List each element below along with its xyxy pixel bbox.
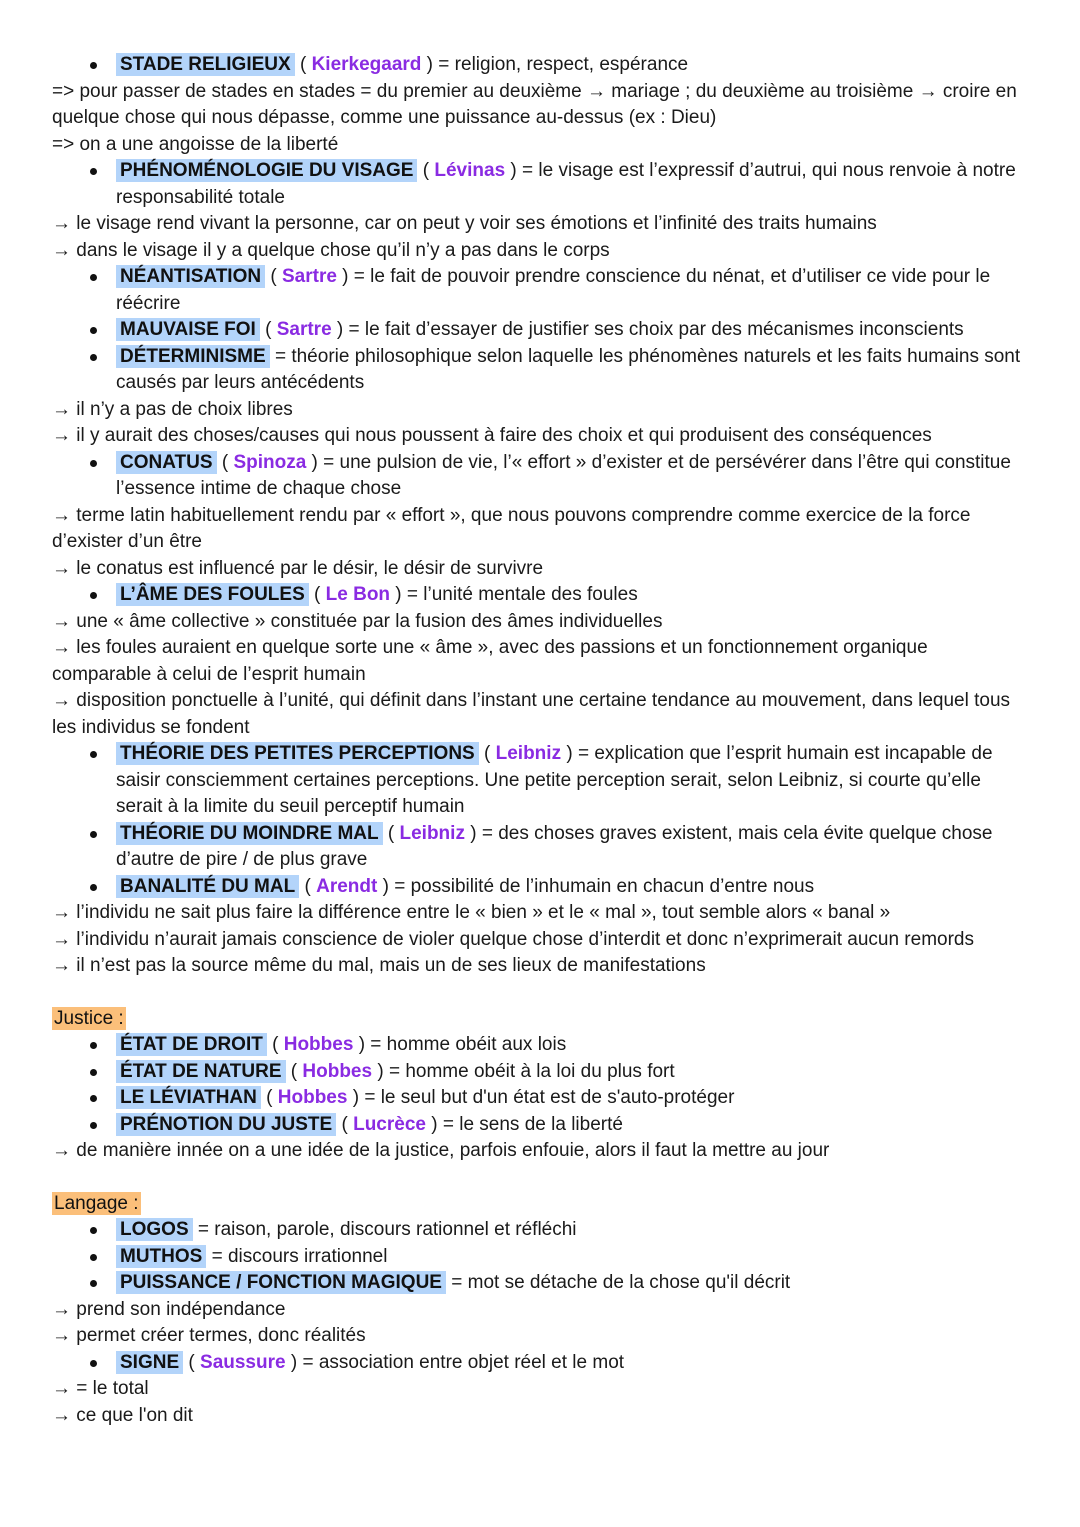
author-name: Sartre bbox=[276, 319, 332, 340]
note-line: → prend son indépendance bbox=[52, 1298, 286, 1320]
definition-item: LE LÉVIATHAN ( Hobbes ) = le seul but d'un état est de s'auto-protéger bbox=[52, 1085, 1032, 1112]
author-name: Sartre bbox=[281, 266, 337, 287]
definition-text: = une pulsion de vie, l’« effort » d’exister et de persévérer dans l’être qui constitue l’essence intime de chaque chose bbox=[116, 451, 1011, 499]
term-label: MAUVAISE FOI bbox=[116, 318, 260, 341]
definition-text: = homme obéit à la loi du plus fort bbox=[383, 1060, 675, 1082]
author-name: Leibniz bbox=[495, 743, 562, 764]
definition-text: = homme obéit aux lois bbox=[365, 1034, 567, 1055]
section-gap bbox=[52, 1165, 1032, 1191]
section-heading bbox=[52, 1191, 1032, 1218]
definition-item: ÉTAT DE DROIT ( Hobbes ) = homme obéit aux lois bbox=[52, 1032, 1032, 1059]
note-line: → l’individu n’aurait jamais conscience de violer quelque chose d’interdit et donc n’exprimerait aucun remords bbox=[52, 928, 974, 950]
note-line: → ce que l'on dit bbox=[52, 1404, 193, 1426]
note-line: → permet créer termes, donc réalités bbox=[52, 1325, 366, 1346]
author-name: Hobbes bbox=[302, 1060, 373, 1082]
definition-text: = le sens de la liberté bbox=[437, 1113, 623, 1135]
section-title: Justice : bbox=[54, 1007, 124, 1029]
note-line: → les foules auraient en quelque sorte une « âme », avec des passions et un fonctionnement organique comparable à celui de l’esprit humain bbox=[52, 637, 928, 685]
definition-item: L’ÂME DES FOULES ( Le Bon ) = l’unité mentale des foules bbox=[52, 582, 1032, 609]
note-line: → terme latin habituellement rendu par « effort », que nous pouvons comprendre comme exercice de la force d’exister d’un être bbox=[52, 504, 971, 552]
definition-text: = mot se détache de la chose qu'il décrit bbox=[445, 1272, 791, 1293]
definition-item: STADE RELIGIEUX ( Kierkegaard ) = religion, respect, espérance bbox=[52, 52, 1032, 79]
definition-text: = le seul but d'un état est de s'auto-protéger bbox=[359, 1087, 735, 1108]
author-name: Saussure bbox=[200, 1351, 286, 1373]
definition-item bbox=[52, 344, 1032, 397]
definition-item: CONATUS ( Spinoza ) = une pulsion de vie, l’« effort » d’exister et de persévérer dans l’être qui constitue l’essence intime de chaque chose bbox=[52, 450, 1032, 503]
note-line: → le visage rend vivant la personne, car on peut y voir ses émotions et l’infinité des traits humains bbox=[52, 213, 877, 234]
term-label: MUTHOS bbox=[116, 1245, 206, 1268]
term-label: PUISSANCE / FONCTION MAGIQUE bbox=[116, 1271, 446, 1294]
note-line: => on a une angoisse de la liberté bbox=[52, 133, 339, 155]
definition-text: = discours irrationnel bbox=[206, 1245, 388, 1267]
author-name: Arendt bbox=[316, 875, 378, 897]
author-name: Hobbes bbox=[277, 1087, 348, 1108]
term-label: BANALITÉ DU MAL bbox=[116, 875, 299, 898]
definition-text: = association entre objet réel et le mot bbox=[297, 1351, 625, 1373]
definition-item: PHÉNOMÉNOLOGIE DU VISAGE ( Lévinas ) = le visage est l’expressif d’autrui, qui nous renvoie à notre responsabilité totale bbox=[52, 158, 1032, 211]
term-label: CONATUS bbox=[116, 451, 217, 474]
author-name: Spinoza bbox=[233, 451, 307, 473]
term-label: ÉTAT DE NATURE bbox=[116, 1060, 286, 1083]
author-name: Lucrèce bbox=[353, 1113, 426, 1135]
definition-item: PRÉNOTION DU JUSTE ( Lucrèce ) = le sens de la liberté bbox=[52, 1112, 1032, 1139]
definition-text: = possibilité de l’inhumain en chacun d’entre nous bbox=[388, 875, 815, 897]
definition-text: = le visage est l’expressif d’autrui, qui nous renvoie à notre responsabilité totale bbox=[116, 160, 1016, 208]
definition-text: = explication que l’esprit humain est incapable de saisir consciemment certaines perceptions. Une petite perception serait, selon Leibniz, si courte qu’elle serait à la limite du seuil perceptif humain bbox=[116, 743, 993, 817]
term-label: LOGOS bbox=[116, 1218, 193, 1241]
note-line: → il n’est pas la source même du mal, mais un de ses lieux de manifestations bbox=[52, 955, 706, 976]
note-line: → de manière innée on a une idée de la justice, parfois enfouie, alors il faut la mettre au jour bbox=[52, 1140, 830, 1161]
note-line: → il n’y a pas de choix libres bbox=[52, 398, 293, 420]
author-name: Kierkegaard bbox=[311, 54, 422, 75]
term-label: NÉANTISATION bbox=[116, 265, 265, 288]
note-line: => pour passer de stades en stades = du premier au deuxième → mariage ; du deuxième au troisième → croire en quelque chose qui nous dépasse, comme une puissance au-dessus (ex : Dieu) bbox=[52, 80, 1017, 128]
section-gap bbox=[52, 980, 1032, 1006]
term-label: DÉTERMINISME bbox=[116, 345, 270, 368]
definition-item: ÉTAT DE NATURE ( Hobbes ) = homme obéit à la loi du plus fort bbox=[52, 1059, 1032, 1086]
definition-text: = le fait d’essayer de justifier ses choix par des mécanismes inconscients bbox=[343, 319, 964, 340]
definition-text: = l’unité mentale des foules bbox=[401, 584, 638, 605]
term-label: PRÉNOTION DU JUSTE bbox=[116, 1113, 336, 1136]
definition-item: SIGNE ( Saussure ) = association entre objet réel et le mot bbox=[52, 1350, 1032, 1377]
term-label: L’ÂME DES FOULES bbox=[116, 583, 309, 606]
term-label: SIGNE bbox=[116, 1351, 183, 1374]
definition-text: = religion, respect, espérance bbox=[433, 54, 689, 75]
definition-item: MAUVAISE FOI ( Sartre ) = le fait d’essayer de justifier ses choix par des mécanismes inconscients bbox=[52, 317, 1032, 344]
definition-text: = le fait de pouvoir prendre conscience du nénat, et d’utiliser ce vide pour le réécrire bbox=[116, 266, 991, 314]
section-title: Langage : bbox=[54, 1192, 139, 1214]
definition-item: THÉORIE DES PETITES PERCEPTIONS ( Leibniz ) = explication que l’esprit humain est incapable de saisir consciemment certaines perceptions. Une petite perception serait, selon Leibniz, si courte qu’elle serait à la limite du seuil perceptif humain bbox=[52, 741, 1032, 821]
definition-text: = théorie philosophique selon laquelle les phénomènes naturels et les faits humains sont causés par leurs antécédents bbox=[116, 345, 1021, 393]
note-line: → une « âme collective » constituée par la fusion des âmes individuelles bbox=[52, 610, 663, 632]
note-line: → le conatus est influencé par le désir, le désir de survivre bbox=[52, 557, 544, 579]
definition-item bbox=[52, 1270, 1032, 1297]
definition-item: BANALITÉ DU MAL ( Arendt ) = possibilité de l’inhumain en chacun d’entre nous bbox=[52, 874, 1032, 901]
section-heading bbox=[52, 1006, 1032, 1033]
term-label: LE LÉVIATHAN bbox=[116, 1086, 261, 1109]
term-label: ÉTAT DE DROIT bbox=[116, 1033, 267, 1056]
term-label: STADE RELIGIEUX bbox=[116, 53, 295, 76]
note-line: → dans le visage il y a quelque chose qu’il n’y a pas dans le corps bbox=[52, 239, 610, 261]
note-line: → l’individu ne sait plus faire la différence entre le « bien » et le « mal », tout semble alors « banal » bbox=[52, 902, 891, 923]
definition-item: THÉORIE DU MOINDRE MAL ( Leibniz ) = des choses graves existent, mais cela évite quelque chose d’autre de pire / de plus grave bbox=[52, 821, 1032, 874]
definition-item: NÉANTISATION ( Sartre ) = le fait de pouvoir prendre conscience du nénat, et d’utiliser ce vide pour le réécrire bbox=[52, 264, 1032, 317]
note-line: → il y aurait des choses/causes qui nous poussent à faire des choix et qui produisent des conséquences bbox=[52, 425, 932, 446]
term-label: PHÉNOMÉNOLOGIE DU VISAGE bbox=[116, 159, 417, 182]
author-name: Hobbes bbox=[283, 1034, 354, 1055]
definition-item bbox=[52, 1217, 1032, 1244]
author-name: Lévinas bbox=[434, 160, 506, 181]
term-label: THÉORIE DES PETITES PERCEPTIONS bbox=[116, 742, 479, 765]
term-label: THÉORIE DU MOINDRE MAL bbox=[116, 822, 383, 845]
note-line: → = le total bbox=[52, 1378, 149, 1399]
definition-text: = des choses graves existent, mais cela évite quelque chose d’autre de pire / de plus grave bbox=[116, 822, 993, 870]
definition-text: = raison, parole, discours rationnel et réfléchi bbox=[192, 1219, 577, 1240]
author-name: Le Bon bbox=[325, 584, 391, 605]
author-name: Leibniz bbox=[399, 822, 465, 844]
definition-item bbox=[52, 1244, 1032, 1271]
note-line: → disposition ponctuelle à l’unité, qui définit dans l’instant une certaine tendance au mouvement, dans lequel tous les individus se fondent bbox=[52, 690, 1011, 738]
